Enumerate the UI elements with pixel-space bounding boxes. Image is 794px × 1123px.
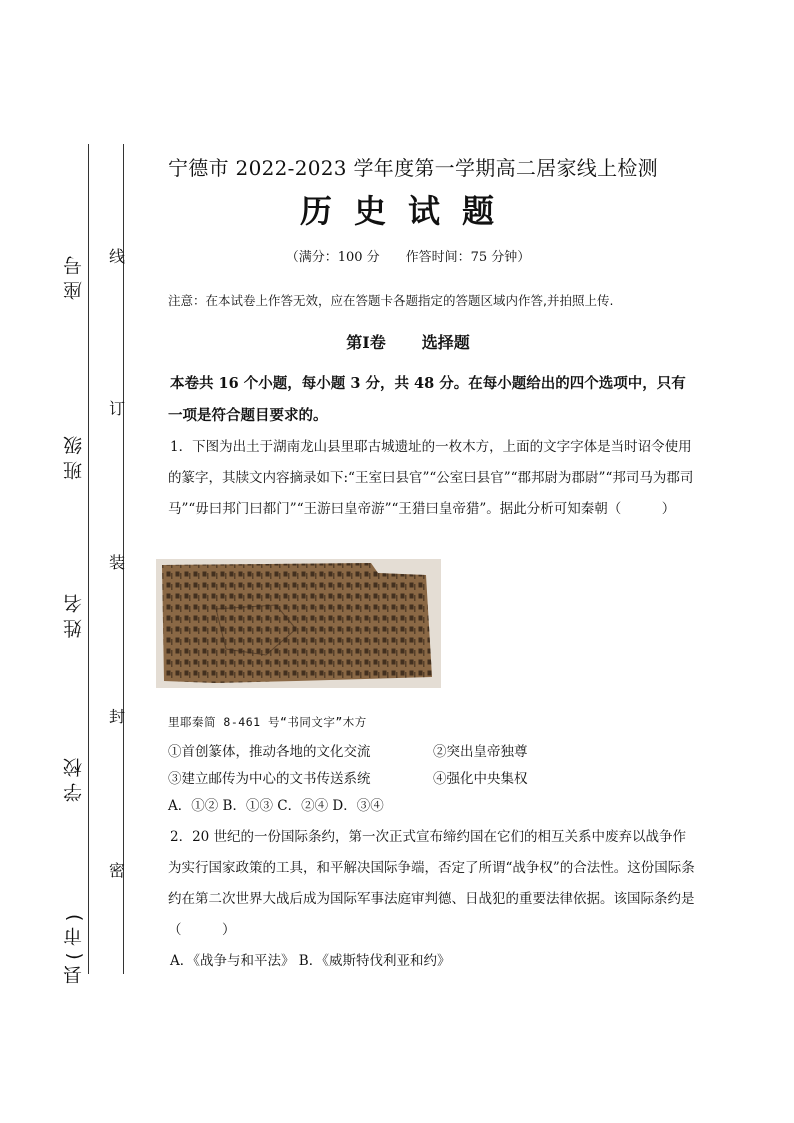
option-row — [168, 767, 696, 794]
name-label: 姓名 — [63, 588, 85, 638]
option-row — [168, 740, 696, 767]
subject-title: 历史试题 — [299, 192, 516, 230]
question-2-choices: A．《战争与和平法》 B．《威斯特伐利亚和约》 — [170, 953, 451, 969]
question-1 — [168, 432, 696, 525]
option-2: ②突出皇帝独尊 — [433, 744, 528, 760]
class-label: 班级 — [63, 430, 85, 480]
question-1-options — [168, 740, 696, 821]
school-label: 学校 — [63, 752, 85, 802]
option-3: ③建立邮传为中心的文书传送系统 — [168, 771, 371, 787]
binding-char-line: 线 — [109, 247, 126, 266]
wooden-slip-image — [156, 559, 441, 688]
instructions: 本卷共 16 个小题，每小题 3 分，共 48 分。在每小题给出的四个选项中，只有一项是符合题目要求的。 — [168, 375, 686, 424]
option-1: ①首创篆体，推动各地的文化交流 — [168, 744, 371, 760]
section-heading — [168, 330, 648, 353]
exam-meta: （满分：100 分 作答时间：75 分钟） — [285, 250, 531, 265]
binding-char-mount: 装 — [109, 553, 126, 572]
question-2 — [168, 822, 696, 977]
question-1-choices: A．①② B．①③ C．②④ D．③④ — [168, 798, 384, 814]
binding-margin — [0, 0, 160, 1123]
county-label: 县(市) — [63, 908, 85, 985]
wooden-slip-drawing — [156, 559, 441, 688]
binding-char-bind: 订 — [109, 399, 126, 418]
option-4: ④强化中央集权 — [433, 771, 528, 787]
question-2-stem: 2．20 世纪的一份国际条约，第一次正式宣布缔约国在它们的相互关系中废弃以战争作为实行国家政策的工具，和平解决国际争端，否定了所谓“战争权”的合法性。这份国际条约在第二次世界大战后成为国际军事法庭审判德、日战犯的重要法律依据。该国际条约是（ ） — [168, 829, 695, 938]
seat-number-label: 座号 — [63, 250, 85, 300]
notice-text: 注意：在本试卷上作答无效，应在答题卡各题指定的答题区域内作答,并拍照上传. — [168, 293, 614, 308]
question-1-stem: 1．下图为出土于湖南龙山县里耶古城遗址的一枚木方，上面的文字字体是当时诏令使用的篆字，其牍文内容摘录如下:“王室曰县官”“公室曰县官”“郡邦尉为郡尉”“邦司马为郡司马”“毋曰邦门曰都门”“王游曰皇帝游”“王猎曰皇帝猎”。据此分析可知秦朝（ ） — [168, 439, 694, 517]
section-part: 第Ⅰ卷 — [346, 333, 386, 352]
binding-char-seal: 封 — [109, 707, 126, 726]
exam-title: 宁德市 2022-2023 学年度第一学期高二居家线上检测 — [168, 156, 658, 180]
binding-line-outer — [88, 144, 89, 974]
answer-choices — [168, 794, 696, 821]
binding-char-secret: 密 — [109, 861, 126, 880]
section-name: 选择题 — [421, 333, 470, 352]
image-caption: 里耶秦简 8-461 号“书同文字”木方 — [168, 715, 367, 729]
